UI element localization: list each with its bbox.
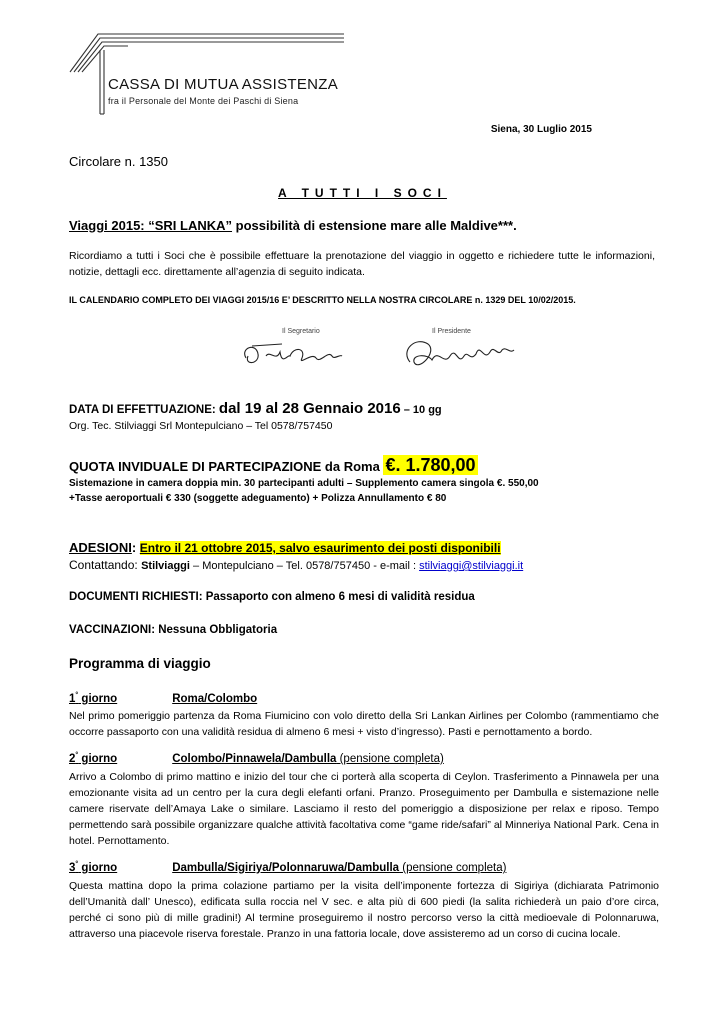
price-details-1: Sistemazione in camera doppia min. 30 partecipanti adulti – Supplemento camera singola €. 550,00 — [69, 478, 539, 489]
dates-duration: – 10 gg — [400, 404, 442, 416]
price-line — [69, 455, 478, 476]
program-title: Programma di viaggio — [69, 656, 211, 671]
day-1-route: Roma/Colombo — [172, 692, 258, 705]
day-2-heading: 2° giorno Colombo/Pinnawela/Dambulla (pensione completa) — [69, 752, 444, 765]
adesioni-line — [69, 540, 501, 555]
documents-line: DOCUMENTI RICHIESTI: Passaporto con almeno 6 mesi di validità residua — [69, 591, 475, 603]
price-label: QUOTA INVIDUALE DI PARTECIPAZIONE da Roma — [69, 459, 384, 474]
calendar-note: IL CALENDARIO COMPLETO DEI VIAGGI 2015/16 E’ DESCRITTO NELLA NOSTRA CIRCOLARE n. 1329 DEL 10/02/2015. — [69, 295, 576, 305]
day-1-text: Nel primo pomeriggio partenza da Roma Fiumicino con volo diretto della Sri Lankan Airlines per Colombo (rammentiamo che occorre passaporto con una validità residua di almeno 6 mesi + visto d’ingresso). Pasti e pernottamento a bordo. — [69, 710, 659, 738]
letter-date: Siena, 30 Luglio 2015 — [490, 124, 592, 135]
email-link[interactable]: stilviaggi@stilviaggi.it — [419, 560, 524, 572]
day-3-heading: 3° giorno Dambulla/Sigiriya/Polonnaruwa/Dambulla (pensione completa) — [69, 861, 507, 874]
vaccinations-line: VACCINAZIONI: Nessuna Obbligatoria — [69, 624, 278, 636]
president-label: Il Presidente — [432, 328, 471, 335]
subject-line — [69, 218, 517, 233]
org-subtitle: fra il Personale del Monte dei Paschi di Siena — [108, 96, 299, 106]
adesioni-colon: : — [131, 540, 140, 555]
intro-paragraph: Ricordiamo a tutti i Soci che è possibile effettuare la prenotazione del viaggio in oggetto e richiedere tutte le informazioni, notizie, dettagli ecc. direttamente all’agenzia di seguito indicata. — [69, 250, 655, 278]
dates-line — [69, 400, 442, 418]
day-2-text: Arrivo a Colombo di primo mattino e inizio del tour che ci porterà alla scoperta di Ceylon. Trasferimento a Pinnawela per una emozionante visita ad un centro per la cura degli elefanti orfani. Pranzo. Proseguimento per Dambulla e sistemazione nelle camere riservate dell’Amaya Lake o similare. Lasciamo il resto del pomeriggio a disposizione per relax e riposo. Tempo permettendo sarà possibile organizzare qualche attività facoltativa come “game ride/safari” al Minneriya National Park. Cena in hotel. Pernottamento. — [69, 771, 659, 847]
dates-label: DATA DI EFFETTUAZIONE: — [69, 404, 219, 416]
dates-value: dal 19 al 28 Gennaio 2016 — [218, 400, 401, 417]
org-name: CASSA DI MUTUA ASSISTENZA — [108, 76, 339, 93]
day-3-text: Questa mattina dopo la prima colazione partiamo per la visita dell’imponente fortezza di Sigiriya (dichiarata Patrimonio dell’Umanità dall’ Unesco), edificata sulla roccia nel V sec. e alta più di 600 piedi (la salita richiederà un paio d’ore circa, perché ci sono più di mille gradini!) Al termine proseguiremo il nostro percorso verso la città medioevale di Polonnaruwa, attraverso una piacevole riserva forestale. Pranzo in una fattoria locale, dove assisteremo ad un corso di cucina locale. — [69, 880, 659, 940]
organizer-line: Org. Tec. Stilviaggi Srl Montepulciano – Tel 0578/757450 — [69, 420, 333, 432]
secretary-signature — [236, 336, 346, 381]
day-2-board: (pensione completa) — [336, 752, 444, 765]
day-2-route: Colombo/Pinnawela/Dambulla — [172, 752, 337, 765]
recipients-heading: A TUTTI I SOCI — [278, 186, 447, 200]
subject-prefix: Viaggi 2015: “SRI LANKA” — [69, 218, 233, 233]
secretary-label: Il Segretario — [282, 328, 320, 335]
day-3-route: Dambulla/Sigiriya/Polonnaruwa/Dambulla — [172, 861, 400, 874]
price-details-2: +Tasse aeroportuali € 330 (soggette adeguamento) + Polizza Annullamento € 80 — [69, 493, 447, 504]
day-1-heading: 1° giorno Roma/Colombo — [69, 692, 258, 705]
contact-line — [69, 558, 523, 572]
day-2-label: giorno — [78, 752, 118, 765]
adesioni-label: ADESIONI — [69, 540, 132, 555]
president-signature — [398, 332, 518, 385]
adesioni-deadline: Entro il 21 ottobre 2015, salvo esaurimento dei posti disponibili — [139, 541, 501, 555]
day-1-num: 1 — [69, 692, 76, 705]
circolare-number: Circolare n. 1350 — [69, 154, 168, 169]
contact-prefix: Contattando: — [69, 558, 142, 572]
day-3-label: giorno — [78, 861, 118, 874]
price-value: €. 1.780,00 — [385, 455, 476, 475]
subject-suffix: possibilità di estensione mare alle Maldive***. — [232, 218, 517, 233]
contact-name: Stilviaggi — [141, 560, 190, 572]
day-3-board: (pensione completa) — [399, 861, 507, 874]
contact-rest: – Montepulciano – Tel. 0578/757450 - e-mail : — [189, 560, 420, 572]
day-2-num: 2 — [69, 752, 76, 765]
day-1-label: giorno — [78, 692, 118, 705]
day-3-num: 3 — [69, 861, 76, 874]
